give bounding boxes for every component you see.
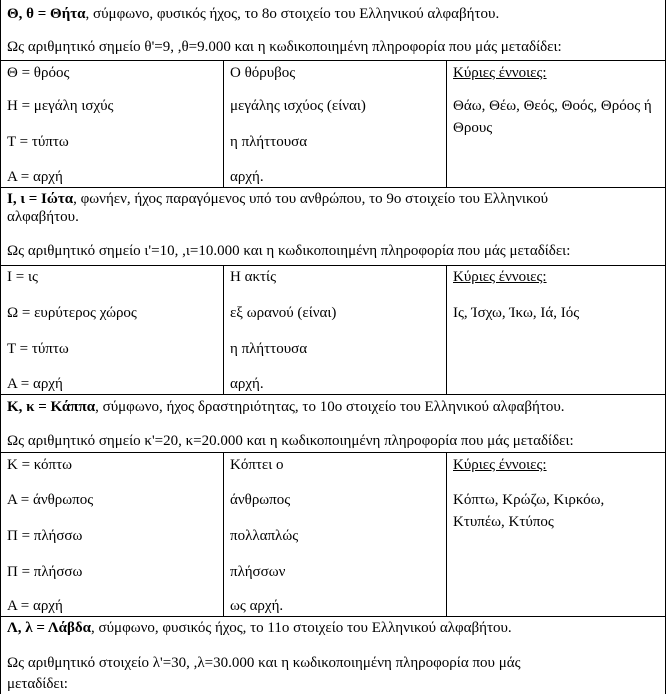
letter-meaning: Τ = τύπτω	[7, 341, 69, 357]
phrase-column	[224, 453, 447, 616]
concepts-label: Κύριες έννοιες:	[453, 65, 547, 81]
concepts-text: Ις, Ίσχω, Ίκω, Ιά, Ιός	[453, 305, 580, 321]
phrase-line: η πλήττουσα	[230, 134, 308, 150]
section-value-line: Ως αριθμητικό στοιχείο λ'=30, ,λ=30.000 και η κωδικοποιημένη πληροφορία που μάς	[7, 655, 521, 671]
phrase-line: ως αρχή.	[230, 598, 284, 614]
phrase-column	[224, 61, 447, 187]
section-title: Θ, θ = Θήτα, σύμφωνο, φυσικός ήχος, το 8ο στοιχείο του Ελληνικού αλφαβήτου.	[7, 6, 500, 22]
section-theta-table	[0, 60, 666, 188]
section-theta-header	[0, 0, 666, 60]
letter-meaning: Θ = θρόος	[7, 65, 70, 81]
concepts-text: Θάω, Θέω, Θεός, Θοός, Θρόος ή Θρους	[453, 98, 652, 136]
concepts-column	[447, 61, 665, 187]
section-value-line: Ως αριθμητικό σημείο κ'=20, κ=20.000 και η κωδικοποιημένη πληροφορία που μάς μεταδίδει:	[7, 433, 574, 449]
concepts-column	[447, 266, 665, 394]
section-iota-header	[0, 186, 666, 265]
phrase-line: αρχή.	[230, 169, 264, 185]
phrase-line: η πλήττουσα	[230, 341, 308, 357]
phrase-line: πολλαπλώς	[230, 528, 299, 544]
concepts-text: Κόπτω, Κρώζω, Κιρκόω, Κτυπέω, Κτύπος	[453, 492, 605, 530]
letter-meaning: Ω = ευρύτερος χώρος	[7, 305, 137, 321]
letters-column	[1, 61, 224, 187]
letter-meaning: Π = πλήσσω	[7, 564, 83, 580]
section-kappa-table	[0, 452, 666, 617]
phrase-line: μεγάλης ισχύος (είναι)	[230, 98, 366, 114]
section-value-line: Ως αριθμητικό σημείο θ'=9, ,θ=9.000 και η κωδικοποιημένη πληροφορία που μάς μεταδίδει:	[7, 39, 562, 55]
section-title: Ι, ι = Ιώτα, φωνήεν, ήχος παραγόμενος υπό του ανθρώπου, το 9ο στοιχείο του Ελληνικού	[7, 191, 549, 207]
letter-meaning: Π = πλήσσω	[7, 528, 83, 544]
letters-column	[1, 266, 224, 394]
phrase-line: Ο θόρυβος	[230, 65, 296, 81]
letter-meaning: Η = μεγάλη ισχύς	[7, 98, 114, 114]
phrase-line: εξ ωρανού (είναι)	[230, 305, 337, 321]
section-title-line2: αλφαβήτου.	[7, 209, 79, 225]
phrase-line: πλήσσων	[230, 564, 286, 580]
concepts-label: Κύριες έννοιες:	[453, 269, 547, 285]
phrase-line: Κόπτει ο	[230, 457, 284, 473]
section-kappa-header	[0, 393, 666, 452]
letter-meaning: Α = αρχή	[7, 376, 63, 392]
section-value-line: Ως αριθμητικό σημείο ι'=10, ,ι=10.000 και η κωδικοποιημένη πληροφορία που μάς μεταδίδει:	[7, 243, 571, 259]
letter-meaning: Α = αρχή	[7, 598, 63, 614]
phrase-line: αρχή.	[230, 376, 264, 392]
letter-meaning: Ι = ις	[7, 269, 38, 285]
section-lambda-header	[0, 615, 666, 694]
letter-meaning: Α = άνθρωπος	[7, 492, 94, 508]
section-value-line2: μεταδίδει:	[7, 676, 68, 692]
letters-column	[1, 453, 224, 616]
section-title: Λ, λ = Λάβδα, σύμφωνο, φυσικός ήχος, το 11ο στοιχείο του Ελληνικού αλφαβήτου.	[7, 620, 512, 636]
concepts-label: Κύριες έννοιες:	[453, 457, 547, 473]
letter-meaning: Κ = κόπτω	[7, 457, 72, 473]
letter-meaning: Α = αρχή	[7, 169, 63, 185]
phrase-line: άνθρωπος	[230, 492, 291, 508]
phrase-column	[224, 266, 447, 394]
letter-meaning: Τ = τύπτω	[7, 134, 69, 150]
section-iota-table	[0, 265, 666, 395]
phrase-line: Η ακτίς	[230, 269, 277, 285]
concepts-column	[447, 453, 665, 616]
section-title: Κ, κ = Κάππα, σύμφωνο, ήχος δραστηριότητας, το 10ο στοιχείο του Ελληνικού αλφαβήτου.	[7, 399, 565, 415]
